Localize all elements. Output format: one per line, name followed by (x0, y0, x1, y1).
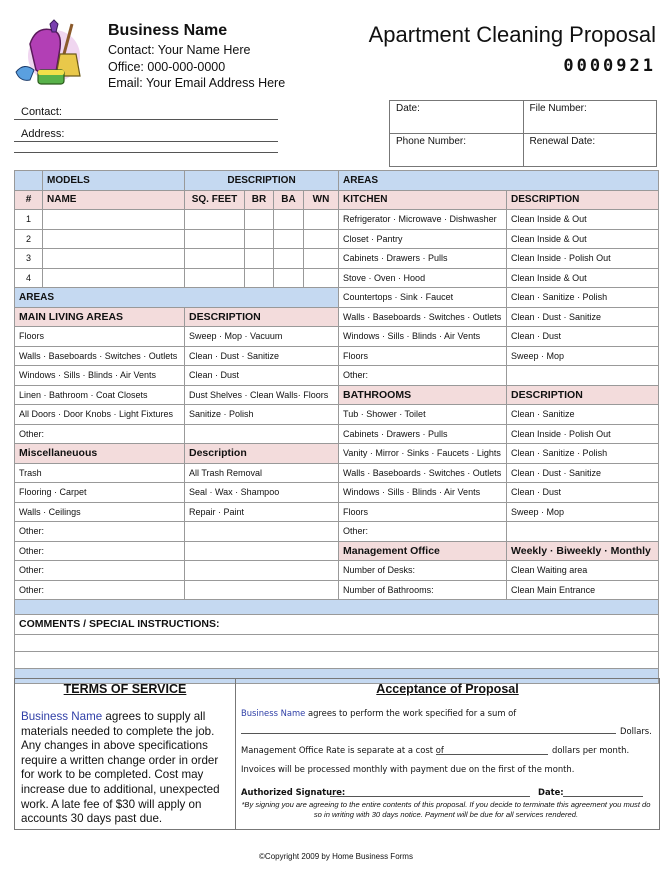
area-description-cell: Clean Inside & Out (507, 229, 659, 249)
area-cell: Walls · Baseboards · Switches · Outlets (339, 463, 507, 483)
table-row (15, 385, 659, 405)
area-cell: Floors (339, 346, 507, 366)
table-row (15, 327, 659, 347)
area-cell: Windows · Sills · Blinds · Air Vents (339, 483, 507, 503)
table-row (15, 561, 659, 581)
renewal-date-field[interactable] (523, 134, 657, 167)
br-cell[interactable] (245, 229, 274, 249)
area-cell: Tub · Shower · Toilet (339, 405, 507, 425)
area-cell: Floors (339, 502, 507, 522)
wn-cell[interactable] (304, 268, 339, 288)
model-name-cell[interactable] (43, 210, 185, 230)
table-row (15, 249, 659, 269)
area-description-cell: Clean Waiting area (507, 561, 659, 581)
table-row (15, 483, 659, 503)
area-description-cell: Clean · Sanitize · Polish (507, 444, 659, 464)
wn-cell[interactable] (304, 210, 339, 230)
table-row (15, 463, 659, 483)
area-description-cell: Clean Inside · Polish Out (507, 249, 659, 269)
dollars-label: Dollars. (620, 726, 652, 736)
area-cell: Refrigerator · Microwave · Dishwasher (339, 210, 507, 230)
area-description-cell: Clean · Sanitize · Polish (507, 288, 659, 308)
miscellaneous-header: Miscellaneuous (15, 444, 185, 464)
sqft-cell[interactable] (185, 249, 245, 269)
row-number: 3 (15, 249, 43, 269)
misc-item-cell: Walls · Ceilings (15, 502, 185, 522)
br-cell[interactable] (245, 210, 274, 230)
mgmt-rate-line[interactable] (436, 754, 548, 755)
num-header: # (15, 190, 43, 210)
table-row (15, 346, 659, 366)
area-cell: Cabinets · Drawers · Pulls (339, 249, 507, 269)
signature-line[interactable] (330, 796, 530, 797)
area-cell: Closet · Pantry (339, 229, 507, 249)
ba-cell[interactable] (274, 210, 304, 230)
table-row (15, 405, 659, 425)
sqft-cell[interactable] (185, 210, 245, 230)
cleaning-supplies-logo (10, 14, 94, 90)
misc-item-cell[interactable]: Other: (15, 561, 185, 581)
address-line-2[interactable] (14, 151, 278, 153)
comments-header-row (15, 615, 659, 635)
living-area-cell: All Doors · Door Knobs · Light Fixtures (15, 405, 185, 425)
area-description-cell: Sweep · Mop (507, 502, 659, 522)
area-description-cell: Clean · Dust · Sanitize (507, 307, 659, 327)
living-area-cell: Walls · Baseboards · Switches · Outlets (15, 346, 185, 366)
table-row (15, 580, 659, 600)
table-row (15, 522, 659, 542)
misc-item-cell[interactable]: Other: (15, 522, 185, 542)
ba-cell[interactable] (274, 268, 304, 288)
sqft-cell[interactable] (185, 229, 245, 249)
bathrooms-description-header: DESCRIPTION (507, 385, 659, 405)
bathrooms-header: BATHROOMS (339, 385, 507, 405)
misc-item-cell[interactable]: Other: (15, 580, 185, 600)
invoice-text: Invoices will be processed monthly with payment due on the first of the month. (241, 764, 575, 774)
date-field[interactable] (390, 101, 524, 134)
area-description-cell: Clean · Dust · Sanitize (507, 463, 659, 483)
misc-description-cell[interactable] (185, 580, 339, 600)
area-description-cell: Clean · Sanitize (507, 405, 659, 425)
wn-cell[interactable] (304, 249, 339, 269)
date-label: Date: (396, 103, 420, 114)
ba-header: BA (274, 190, 304, 210)
contact-line: Contact: Your Name Here (108, 43, 251, 57)
proposal-number: 0000921 (563, 56, 656, 76)
living-description-cell: Sanitize · Polish (185, 405, 339, 425)
area-description-cell: Sweep · Mop (507, 346, 659, 366)
main-living-areas-header: MAIN LIVING AREAS (15, 307, 185, 327)
terms-of-service-panel (15, 679, 236, 829)
terms-text (15, 696, 235, 827)
contact-label: Contact: (21, 106, 62, 118)
sub-header-row (15, 190, 659, 210)
wn-header: WN (304, 190, 339, 210)
area-description-cell[interactable] (507, 366, 659, 386)
misc-description-cell: Seal · Wax · Shampoo (185, 483, 339, 503)
areas-header: AREAS (339, 171, 659, 191)
date-label: Date: (538, 787, 564, 797)
comments-label: COMMENTS / SPECIAL INSTRUCTIONS: (15, 615, 659, 635)
acceptance-title: Acceptance of Proposal (376, 682, 519, 696)
acceptance-sum-text: agrees to perform the work specified for a sum of (305, 708, 517, 718)
copyright: ©Copyright 2009 by Home Business Forms (259, 852, 413, 861)
living-area-cell: Linen · Bathroom · Coat Closets (15, 385, 185, 405)
living-description-cell[interactable] (185, 424, 339, 444)
area-description-cell: Clean Inside & Out (507, 210, 659, 230)
area-description-cell: Clean · Dust (507, 483, 659, 503)
renewal-date-label: Renewal Date: (529, 136, 596, 147)
phone-number-label: Phone Number: (396, 136, 467, 147)
ba-cell[interactable] (274, 229, 304, 249)
per-month-text: dollars per month. (552, 745, 630, 755)
document-title: Apartment Cleaning Proposal (368, 22, 656, 47)
file-number-label: File Number: (529, 103, 587, 114)
table-row (15, 268, 659, 288)
area-cell: Stove · Oven · Hood (339, 268, 507, 288)
area-description-cell[interactable] (507, 522, 659, 542)
misc-description-cell[interactable] (185, 561, 339, 581)
info-box (389, 100, 657, 167)
area-description-cell: Clean Main Entrance (507, 580, 659, 600)
management-office-header: Management Office (339, 541, 507, 561)
address-field[interactable] (14, 128, 278, 142)
email-line: Email: Your Email Address Here (108, 76, 286, 90)
model-name-cell[interactable] (43, 249, 185, 269)
area-description-cell: Clean Inside & Out (507, 268, 659, 288)
file-number-field[interactable] (523, 101, 657, 134)
comment-line[interactable] (15, 634, 659, 651)
living-area-cell: Windows · Sills · Blinds · Air Vents (15, 366, 185, 386)
area-cell[interactable]: Other: (339, 522, 507, 542)
living-area-cell: Floors (15, 327, 185, 347)
misc-description-cell: Repair · Paint (185, 502, 339, 522)
wn-cell[interactable] (304, 229, 339, 249)
acceptance-panel (236, 679, 659, 829)
office-line: Office: 000-000-0000 (108, 60, 226, 74)
frequency-header: Weekly · Biweekly · Monthly (507, 541, 659, 561)
sum-amount-line[interactable] (241, 733, 616, 734)
table-row (15, 288, 659, 308)
description-header: DESCRIPTION (185, 171, 339, 191)
br-header: BR (245, 190, 274, 210)
area-cell: Countertops · Sink · Faucet (339, 288, 507, 308)
date-line[interactable] (563, 796, 643, 797)
area-description-cell: Clean Inside · Polish Out (507, 424, 659, 444)
row-number: 2 (15, 229, 43, 249)
area-cell: Vanity · Mirror · Sinks · Faucets · Lights (339, 444, 507, 464)
terms-and-acceptance-box (14, 678, 660, 830)
misc-description-cell[interactable] (185, 541, 339, 561)
terms-title: TERMS OF SERVICE (63, 682, 187, 696)
terms-business-name: Business Name (21, 710, 103, 723)
address-label: Address: (21, 128, 65, 140)
table-row (15, 424, 659, 444)
row-number: 1 (15, 210, 43, 230)
living-description-cell: Clean · Dust (185, 366, 339, 386)
services-grid (14, 170, 659, 684)
area-cell[interactable]: Number of Desks: (339, 561, 507, 581)
table-row (15, 444, 659, 464)
table-row (15, 541, 659, 561)
area-cell: Cabinets · Drawers · Pulls (339, 424, 507, 444)
terms-note: *By signing you are agreeing to the entire contents of this proposal. If you decide to terminate this agreement you must do so in writing with 30 days notice. Payment will be due for all services rendered. (241, 800, 651, 819)
area-cell: Walls · Baseboards · Switches · Outlets (339, 307, 507, 327)
misc-description-cell[interactable] (185, 522, 339, 542)
phone-number-field[interactable] (390, 134, 524, 167)
living-area-cell[interactable]: Other: (15, 424, 185, 444)
areas-section-header: AREAS (15, 288, 339, 308)
models-header: MODELS (43, 171, 185, 191)
area-description-cell: Clean · Dust (507, 327, 659, 347)
living-description-cell: Dust Shelves · Clean Walls· Floors (185, 385, 339, 405)
misc-item-cell[interactable]: Other: (15, 541, 185, 561)
area-cell[interactable]: Other: (339, 366, 507, 386)
table-row (15, 210, 659, 230)
signature-label: Authorized Signature: (241, 787, 346, 797)
br-cell[interactable] (245, 268, 274, 288)
area-cell[interactable]: Number of Bathrooms: (339, 580, 507, 600)
comment-line[interactable] (15, 651, 659, 668)
name-header: NAME (43, 190, 185, 210)
top-header-row (15, 171, 659, 191)
sqft-cell[interactable] (185, 268, 245, 288)
misc-item-cell: Flooring · Carpet (15, 483, 185, 503)
ba-cell[interactable] (274, 249, 304, 269)
model-name-cell[interactable] (43, 268, 185, 288)
kitchen-description-header: DESCRIPTION (507, 190, 659, 210)
business-name: Business Name (108, 22, 228, 39)
misc-item-cell: Trash (15, 463, 185, 483)
table-row (15, 502, 659, 522)
table-row (15, 366, 659, 386)
main-description-header: DESCRIPTION (185, 307, 339, 327)
misc-description-cell: All Trash Removal (185, 463, 339, 483)
model-name-cell[interactable] (43, 229, 185, 249)
mgmt-rate-text: Management Office Rate is separate at a cost of (241, 745, 444, 755)
living-description-cell: Clean · Dust · Sanitize (185, 346, 339, 366)
kitchen-header: KITCHEN (339, 190, 507, 210)
separator-band (15, 600, 659, 615)
living-description-cell: Sweep · Mop · Vacuum (185, 327, 339, 347)
misc-description-header: Description (185, 444, 339, 464)
area-cell: Windows · Sills · Blinds · Air Vents (339, 327, 507, 347)
br-cell[interactable] (245, 249, 274, 269)
table-row (15, 229, 659, 249)
row-number: 4 (15, 268, 43, 288)
contact-field[interactable] (14, 106, 278, 120)
sqft-header: SQ. FEET (185, 190, 245, 210)
acceptance-business-name: Business Name (241, 708, 306, 718)
terms-body-text: agrees to supply all materials needed to complete the job. Any changes in above specifications require a written change order in order for work to be completed. Cost may increase due to additional, unexpected work. A late fee of $30 will apply on accounts 30 days past due. (21, 710, 220, 826)
table-row (15, 307, 659, 327)
